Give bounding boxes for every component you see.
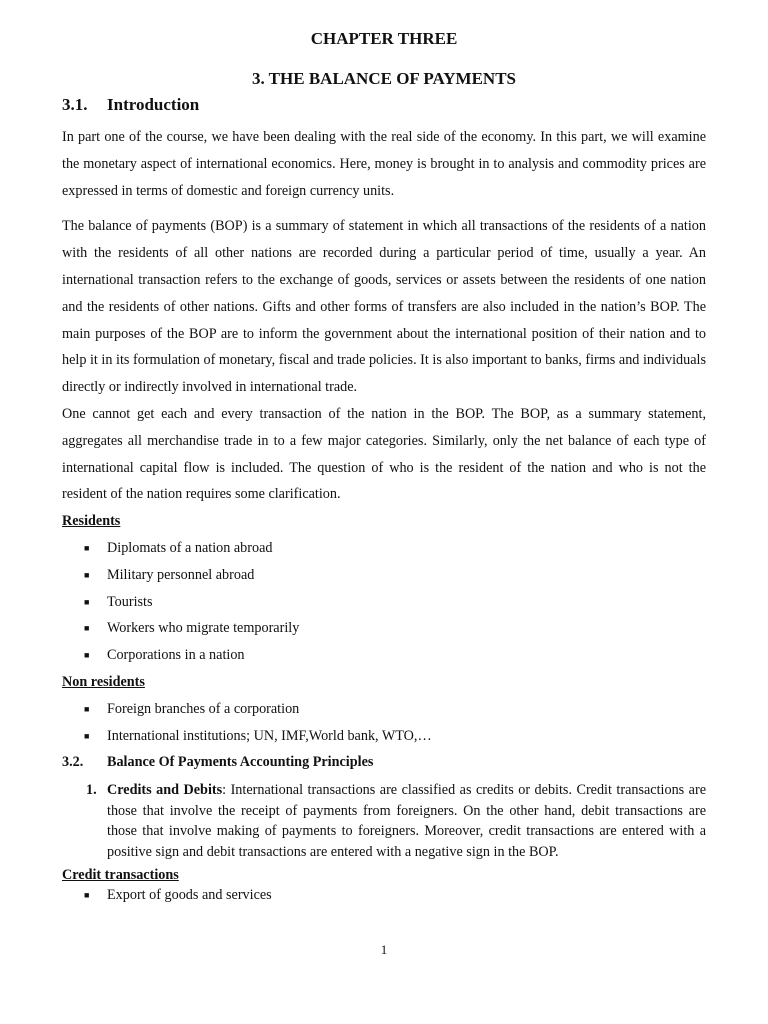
bullet-icon: ■: [84, 889, 90, 900]
non-residents-list: [62, 696, 706, 750]
section-title: Balance Of Payments Accounting Principles: [107, 754, 374, 771]
list-item: ■ Military personnel abroad: [62, 562, 706, 589]
chapter-heading: CHAPTER THREE: [310, 29, 458, 48]
bullet-icon: ■: [84, 596, 90, 607]
residents-heading: Residents: [62, 513, 121, 530]
paragraph-intro-1: In part one of the course, we have been dealing with the real side of the economy. In this part, we will examine the monetary aspect of international economics. Here, money is brought in to analysis and commodity prices are expressed in terms of domestic and foreign currency units.: [62, 129, 706, 199]
section-title: Introduction: [107, 95, 200, 114]
item-text: : International transactions are classified as credits or debits. Credit transactions are those that involve the receipt of payments from foreigners. On the other hand, debit transactions are those that involve making of payments to foreigners. Moreover, credit transactions are entered with a positive sign and debit transactions are entered with a negative sign in the BOP.: [107, 782, 706, 860]
section-number: 3.1.: [62, 95, 88, 114]
list-item: ■ International institutions; UN, IMF,World bank, WTO,…: [62, 723, 706, 750]
bullet-icon: ■: [84, 730, 90, 741]
bullet-icon: ■: [84, 703, 90, 714]
section-number: 3.2.: [62, 754, 84, 771]
list-item: ■ Tourists: [62, 589, 706, 616]
non-residents-heading: Non residents: [62, 673, 145, 690]
list-item: ■ Export of goods and services: [84, 886, 272, 903]
list-item: ■ Foreign branches of a corporation: [62, 696, 706, 723]
item-term: Credits and Debits: [107, 782, 223, 799]
bullet-icon: ■: [84, 623, 90, 634]
residents-list: [62, 535, 706, 669]
bullet-icon: ■: [84, 542, 90, 553]
section-heading-principles: [62, 749, 706, 776]
paragraph-intro-3: One cannot get each and every transaction of the nation in the BOP. The BOP, as a summary statement, aggregates all merchandise trade in to a few major categories. Similarly, only the net balance of each type of international capital flow is included. The question of who is the resident of the nation and who is not the resident of the nation requires some clarification.: [62, 405, 706, 503]
list-item: ■ Diplomats of a nation abroad: [62, 535, 706, 562]
section-heading-introduction: [62, 94, 706, 116]
credit-transactions-heading: Credit transactions: [62, 866, 179, 883]
credit-transactions-list: [62, 885, 706, 905]
chapter-title: 3. THE BALANCE OF PAYMENTS: [251, 69, 516, 88]
item-number: 1.: [86, 782, 97, 799]
bullet-icon: ■: [84, 650, 90, 661]
list-item: ■ Workers who migrate temporarily: [62, 615, 706, 642]
paragraph-intro-2: The balance of payments (BOP) is a summary of statement in which all transactions of the residents of a nation with the residents of all other nations are recorded during a particular period of time, usually a year. An international transaction refers to the exchange of goods, services or assets between the residents of one nation and the residents of other nations. Gifts and other forms of transfers are also included in the nation’s BOP. The main purposes of the BOP are to inform the government about the international position of their nation and to help it in its formulation of monetary, fiscal and trade policies. It is also important to banks, firms and individuals directly or indirectly involved in international trade.: [62, 218, 706, 396]
page-number: 1: [380, 942, 388, 957]
bullet-icon: ■: [84, 569, 90, 580]
document-page: [62, 28, 706, 905]
list-item: ■ Corporations in a nation: [62, 642, 706, 669]
numbered-item-credits-debits: [62, 780, 706, 862]
